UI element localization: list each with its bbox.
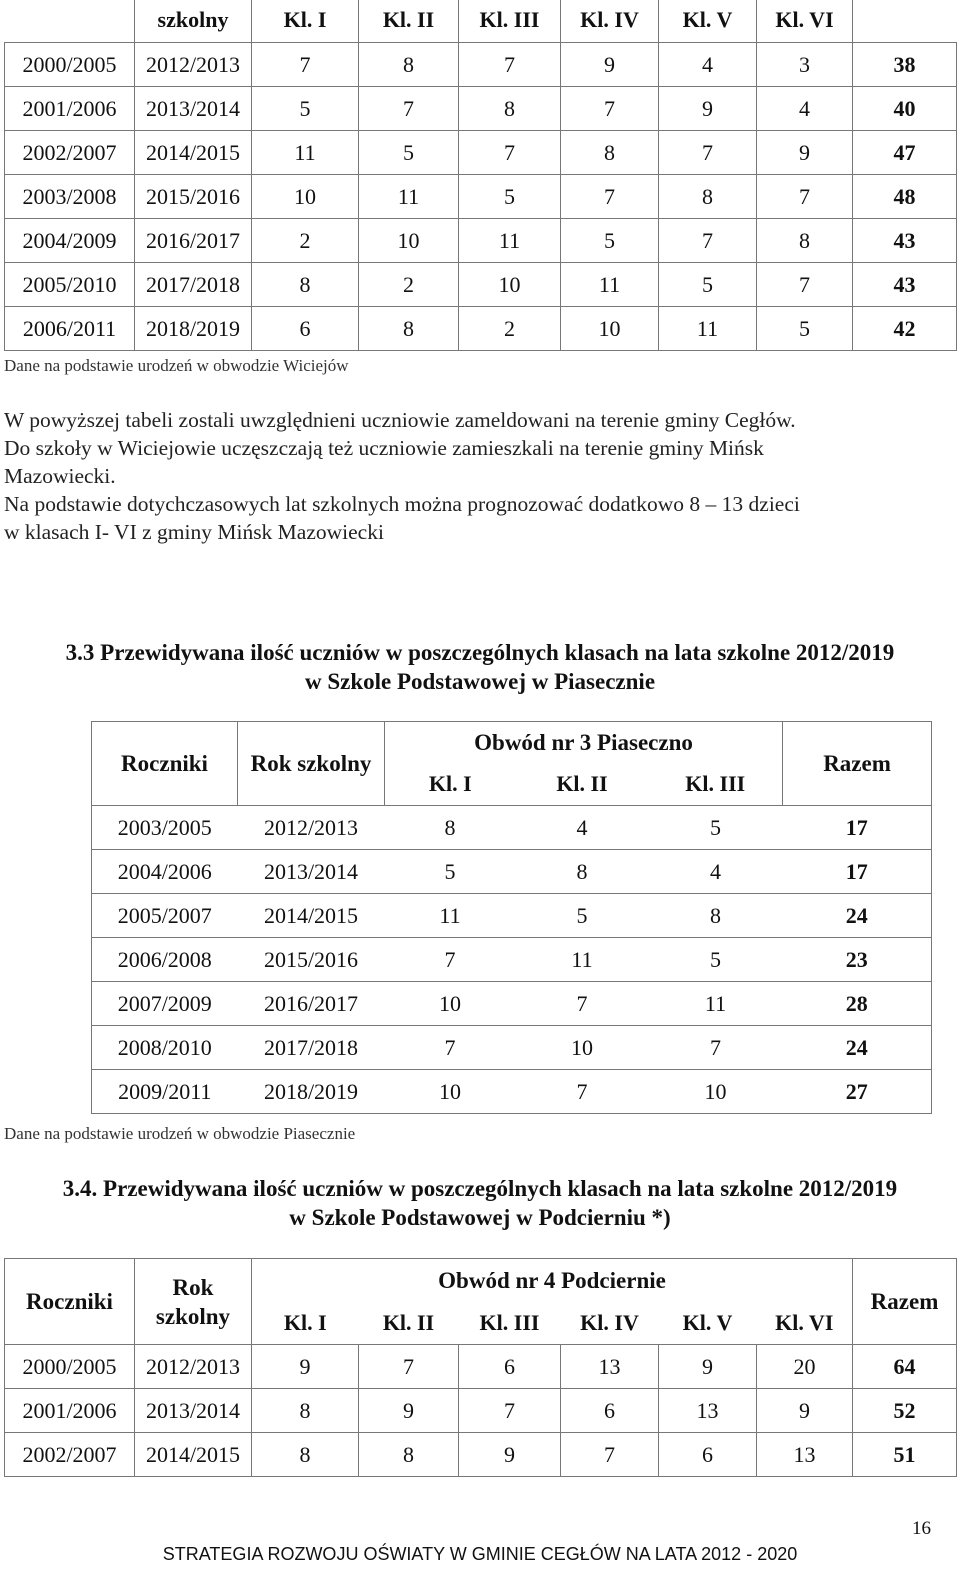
table-cell: 7	[459, 131, 561, 175]
table-cell: 11	[516, 938, 649, 982]
table-row	[92, 1070, 932, 1114]
total-cell: 23	[783, 938, 932, 982]
table-cell: 8	[459, 87, 561, 131]
table-cell: 7	[359, 1345, 459, 1389]
section-heading-3-3	[0, 638, 960, 696]
header-class: Kl. I	[385, 764, 516, 806]
table-cell: 2013/2014	[135, 87, 252, 131]
header-cell: Kl. IV	[561, 0, 659, 43]
header-rok-line: Rok	[172, 1274, 214, 1300]
table-cell: 2012/2013	[238, 806, 385, 850]
total-cell: 40	[853, 87, 957, 131]
table-cell: 2001/2006	[5, 87, 135, 131]
data-source-note: Dane na podstawie urodzeń w obwodzie Wiciejów	[4, 356, 349, 375]
table-row	[5, 219, 957, 263]
table-cell: 2000/2005	[5, 1345, 135, 1389]
table-cell: 4	[757, 87, 853, 131]
table-cell: 8	[359, 307, 459, 351]
table-cell: 13	[659, 1389, 757, 1433]
header-cell: Kl. VI	[757, 0, 853, 43]
total-cell: 48	[853, 175, 957, 219]
total-cell: 43	[853, 263, 957, 307]
heading-line: w Szkole Podstawowej w Podcierniu *)	[289, 1205, 671, 1230]
table-cell: 2002/2007	[5, 131, 135, 175]
table-cell: 9	[359, 1389, 459, 1433]
table-cell: 2017/2018	[135, 263, 252, 307]
table-cell: 2001/2006	[5, 1389, 135, 1433]
table-cell: 2009/2011	[92, 1070, 238, 1114]
table-cell: 9	[659, 1345, 757, 1389]
table-row	[5, 263, 957, 307]
table-cell: 3	[757, 43, 853, 87]
total-cell: 27	[783, 1070, 932, 1114]
table-cell: 11	[359, 175, 459, 219]
table-cell: 7	[459, 1389, 561, 1433]
table-cell: 4	[649, 850, 783, 894]
table-cell: 10	[252, 175, 359, 219]
table-cell: 5	[659, 263, 757, 307]
header-class: Kl. II	[359, 1303, 459, 1345]
total-cell: 17	[783, 806, 932, 850]
table-cell: 9	[659, 87, 757, 131]
paragraph-line: Do szkoły w Wiciejowie uczęszczają też uczniowie zamieszkali na terenie gminy Mińsk	[4, 436, 764, 460]
table-cell: 2003/2008	[5, 175, 135, 219]
table-row	[5, 307, 957, 351]
table-cell: 2002/2007	[5, 1433, 135, 1477]
table-wiciejow	[4, 0, 957, 351]
table-row	[5, 1345, 957, 1389]
table-cell: 13	[757, 1433, 853, 1477]
table-cell: 2012/2013	[135, 1345, 252, 1389]
table-cell: 2000/2005	[5, 43, 135, 87]
table-row	[92, 806, 932, 850]
table-cell: 8	[252, 263, 359, 307]
table-cell: 9	[252, 1345, 359, 1389]
table-cell: 6	[459, 1345, 561, 1389]
table-body	[92, 806, 932, 1114]
header-cell: Kl. V	[659, 0, 757, 43]
table-cell: 6	[659, 1433, 757, 1477]
table-cell: 7	[649, 1026, 783, 1070]
total-cell: 51	[853, 1433, 957, 1477]
total-cell: 64	[853, 1345, 957, 1389]
table-cell: 2	[252, 219, 359, 263]
total-cell: 28	[783, 982, 932, 1026]
header-razem: Razem	[853, 1259, 957, 1345]
table-cell: 7	[757, 175, 853, 219]
table-cell: 2004/2009	[5, 219, 135, 263]
table-cell: 8	[359, 1433, 459, 1477]
table-cell: 5	[561, 219, 659, 263]
table-cell: 4	[516, 806, 649, 850]
table-cell: 2014/2015	[135, 1433, 252, 1477]
heading-line: w Szkole Podstawowej w Piasecznie	[304, 669, 656, 694]
table-cell: 7	[385, 938, 516, 982]
table-cell: 2005/2007	[92, 894, 238, 938]
header-rok-szkolny	[135, 1259, 252, 1345]
header-class: Kl. V	[659, 1303, 757, 1345]
table-cell: 10	[385, 1070, 516, 1114]
table-cell: 2005/2010	[5, 263, 135, 307]
paragraph-line: w klasach I- VI z gminy Mińsk Mazowiecki	[4, 520, 384, 544]
table-cell: 8	[252, 1389, 359, 1433]
table-cell: 5	[649, 806, 783, 850]
table-cell: 5	[252, 87, 359, 131]
table-cell: 8	[757, 219, 853, 263]
table-cell: 9	[757, 131, 853, 175]
table-cell: 13	[561, 1345, 659, 1389]
table-row	[5, 175, 957, 219]
total-cell: 52	[853, 1389, 957, 1433]
table-cell: 7	[561, 87, 659, 131]
page-footer: STRATEGIA ROZWOJU OŚWIATY W GMINIE CEGŁÓW NA LATA 2012 - 2020	[162, 1544, 798, 1564]
table-cell: 2015/2016	[238, 938, 385, 982]
table-cell: 2	[359, 263, 459, 307]
header-class: Kl. II	[516, 764, 649, 806]
table-cell: 2013/2014	[238, 850, 385, 894]
header-cell: Kl. II	[359, 0, 459, 43]
table-cell: 2013/2014	[135, 1389, 252, 1433]
table-cell: 2018/2019	[135, 307, 252, 351]
table-cell: 7	[561, 175, 659, 219]
table-cell: 2008/2010	[92, 1026, 238, 1070]
paragraph-line: Mazowiecki.	[4, 464, 116, 488]
table-cell: 5	[459, 175, 561, 219]
table-cell: 8	[385, 806, 516, 850]
heading-line: 3.3 Przewidywana ilość uczniów w poszczególnych klasach na lata szkolne 2012/2019	[65, 640, 895, 665]
table-cell: 7	[252, 43, 359, 87]
paragraph-block	[4, 406, 954, 546]
table-cell: 2012/2013	[135, 43, 252, 87]
table-cell: 10	[459, 263, 561, 307]
table-cell: 4	[659, 43, 757, 87]
table-cell: 5	[385, 850, 516, 894]
table-cell: 2016/2017	[238, 982, 385, 1026]
table-body	[5, 1345, 957, 1477]
table-cell: 2018/2019	[238, 1070, 385, 1114]
table-cell: 5	[649, 938, 783, 982]
table-row	[5, 43, 957, 87]
table-cell: 11	[561, 263, 659, 307]
table-row	[92, 938, 932, 982]
total-cell: 38	[853, 43, 957, 87]
table-cell: 10	[649, 1070, 783, 1114]
table-cell: 9	[459, 1433, 561, 1477]
total-cell: 24	[783, 1026, 932, 1070]
table-cell: 2003/2005	[92, 806, 238, 850]
header-obwod: Obwód nr 3 Piaseczno	[385, 722, 783, 764]
table-cell: 7	[659, 131, 757, 175]
table-cell: 8	[659, 175, 757, 219]
table-cell: 8	[649, 894, 783, 938]
table-cell: 7	[516, 1070, 649, 1114]
header-roczniki: Roczniki	[92, 722, 238, 806]
section-heading-3-4	[0, 1174, 960, 1232]
table-cell: 10	[359, 219, 459, 263]
table-cell: 7	[359, 87, 459, 131]
table-cell: 2017/2018	[238, 1026, 385, 1070]
total-cell: 47	[853, 131, 957, 175]
table-header-row	[5, 1259, 957, 1303]
table-row	[5, 1433, 957, 1477]
table-cell: 8	[561, 131, 659, 175]
total-cell: 17	[783, 850, 932, 894]
table-podciernie	[4, 1258, 957, 1477]
table-cell: 7	[561, 1433, 659, 1477]
page-number: 16	[912, 1518, 931, 1539]
paragraph-line: Na podstawie dotychczasowych lat szkolnych można prognozować dodatkowo 8 – 13 dzieci	[4, 492, 800, 516]
table-cell: 2007/2009	[92, 982, 238, 1026]
table-cell: 6	[252, 307, 359, 351]
table-row	[5, 87, 957, 131]
header-rok-szkolny: Rok szkolny	[238, 722, 385, 806]
table-cell: 20	[757, 1345, 853, 1389]
table-cell: 2	[459, 307, 561, 351]
table-cell: 11	[459, 219, 561, 263]
table-row	[92, 1026, 932, 1070]
table-cell: 11	[252, 131, 359, 175]
table-row	[5, 131, 957, 175]
table-cell: 9	[757, 1389, 853, 1433]
header-class: Kl. IV	[561, 1303, 659, 1345]
table-cell: 6	[561, 1389, 659, 1433]
table-cell: 8	[252, 1433, 359, 1477]
data-source-note: Dane na podstawie urodzeń w obwodzie Piasecznie	[4, 1124, 356, 1143]
table-row	[92, 982, 932, 1026]
table-cell: 10	[385, 982, 516, 1026]
table-cell: 7	[757, 263, 853, 307]
header-obwod: Obwód nr 4 Podciernie	[252, 1259, 853, 1303]
total-cell: 24	[783, 894, 932, 938]
table-piaseczno	[91, 721, 932, 1114]
header-cell: szkolny	[135, 0, 252, 43]
total-cell: 43	[853, 219, 957, 263]
table-cell: 11	[385, 894, 516, 938]
paragraph-line: W powyższej tabeli zostali uwzględnieni uczniowie zameldowani na terenie gminy Cegłów.	[4, 408, 796, 432]
table-cell: 2015/2016	[135, 175, 252, 219]
table-cell: 10	[561, 307, 659, 351]
table-cell: 8	[516, 850, 649, 894]
table-cell: 7	[516, 982, 649, 1026]
table-cell: 5	[359, 131, 459, 175]
table-cell: 2006/2008	[92, 938, 238, 982]
table-row	[92, 850, 932, 894]
table-cell: 10	[516, 1026, 649, 1070]
header-class: Kl. III	[649, 764, 783, 806]
table-cell: 9	[561, 43, 659, 87]
table-body	[5, 43, 957, 351]
table-cell: 2014/2015	[238, 894, 385, 938]
header-razem: Razem	[783, 722, 932, 806]
header-roczniki: Roczniki	[5, 1259, 135, 1345]
total-cell: 42	[853, 307, 957, 351]
table-cell: 2006/2011	[5, 307, 135, 351]
table-header-row	[5, 0, 957, 43]
header-rok-line: szkolny	[155, 1303, 231, 1329]
table-cell: 2014/2015	[135, 131, 252, 175]
table-cell: 5	[516, 894, 649, 938]
table-cell: 2016/2017	[135, 219, 252, 263]
table-cell: 5	[757, 307, 853, 351]
table-cell: 7	[385, 1026, 516, 1070]
heading-line: 3.4. Przewidywana ilość uczniów w poszczególnych klasach na lata szkolne 2012/2019	[62, 1176, 898, 1201]
header-cell: Kl. III	[459, 0, 561, 43]
header-class: Kl. III	[459, 1303, 561, 1345]
table-cell: 7	[659, 219, 757, 263]
table-cell: 8	[359, 43, 459, 87]
table-header-row	[92, 722, 932, 764]
table-row	[92, 894, 932, 938]
header-class: Kl. VI	[757, 1303, 853, 1345]
table-cell: 11	[659, 307, 757, 351]
table-cell: 11	[649, 982, 783, 1026]
header-class: Kl. I	[252, 1303, 359, 1345]
table-cell: 2004/2006	[92, 850, 238, 894]
header-cell: Kl. I	[252, 0, 359, 43]
table-row	[5, 1389, 957, 1433]
table-cell: 7	[459, 43, 561, 87]
